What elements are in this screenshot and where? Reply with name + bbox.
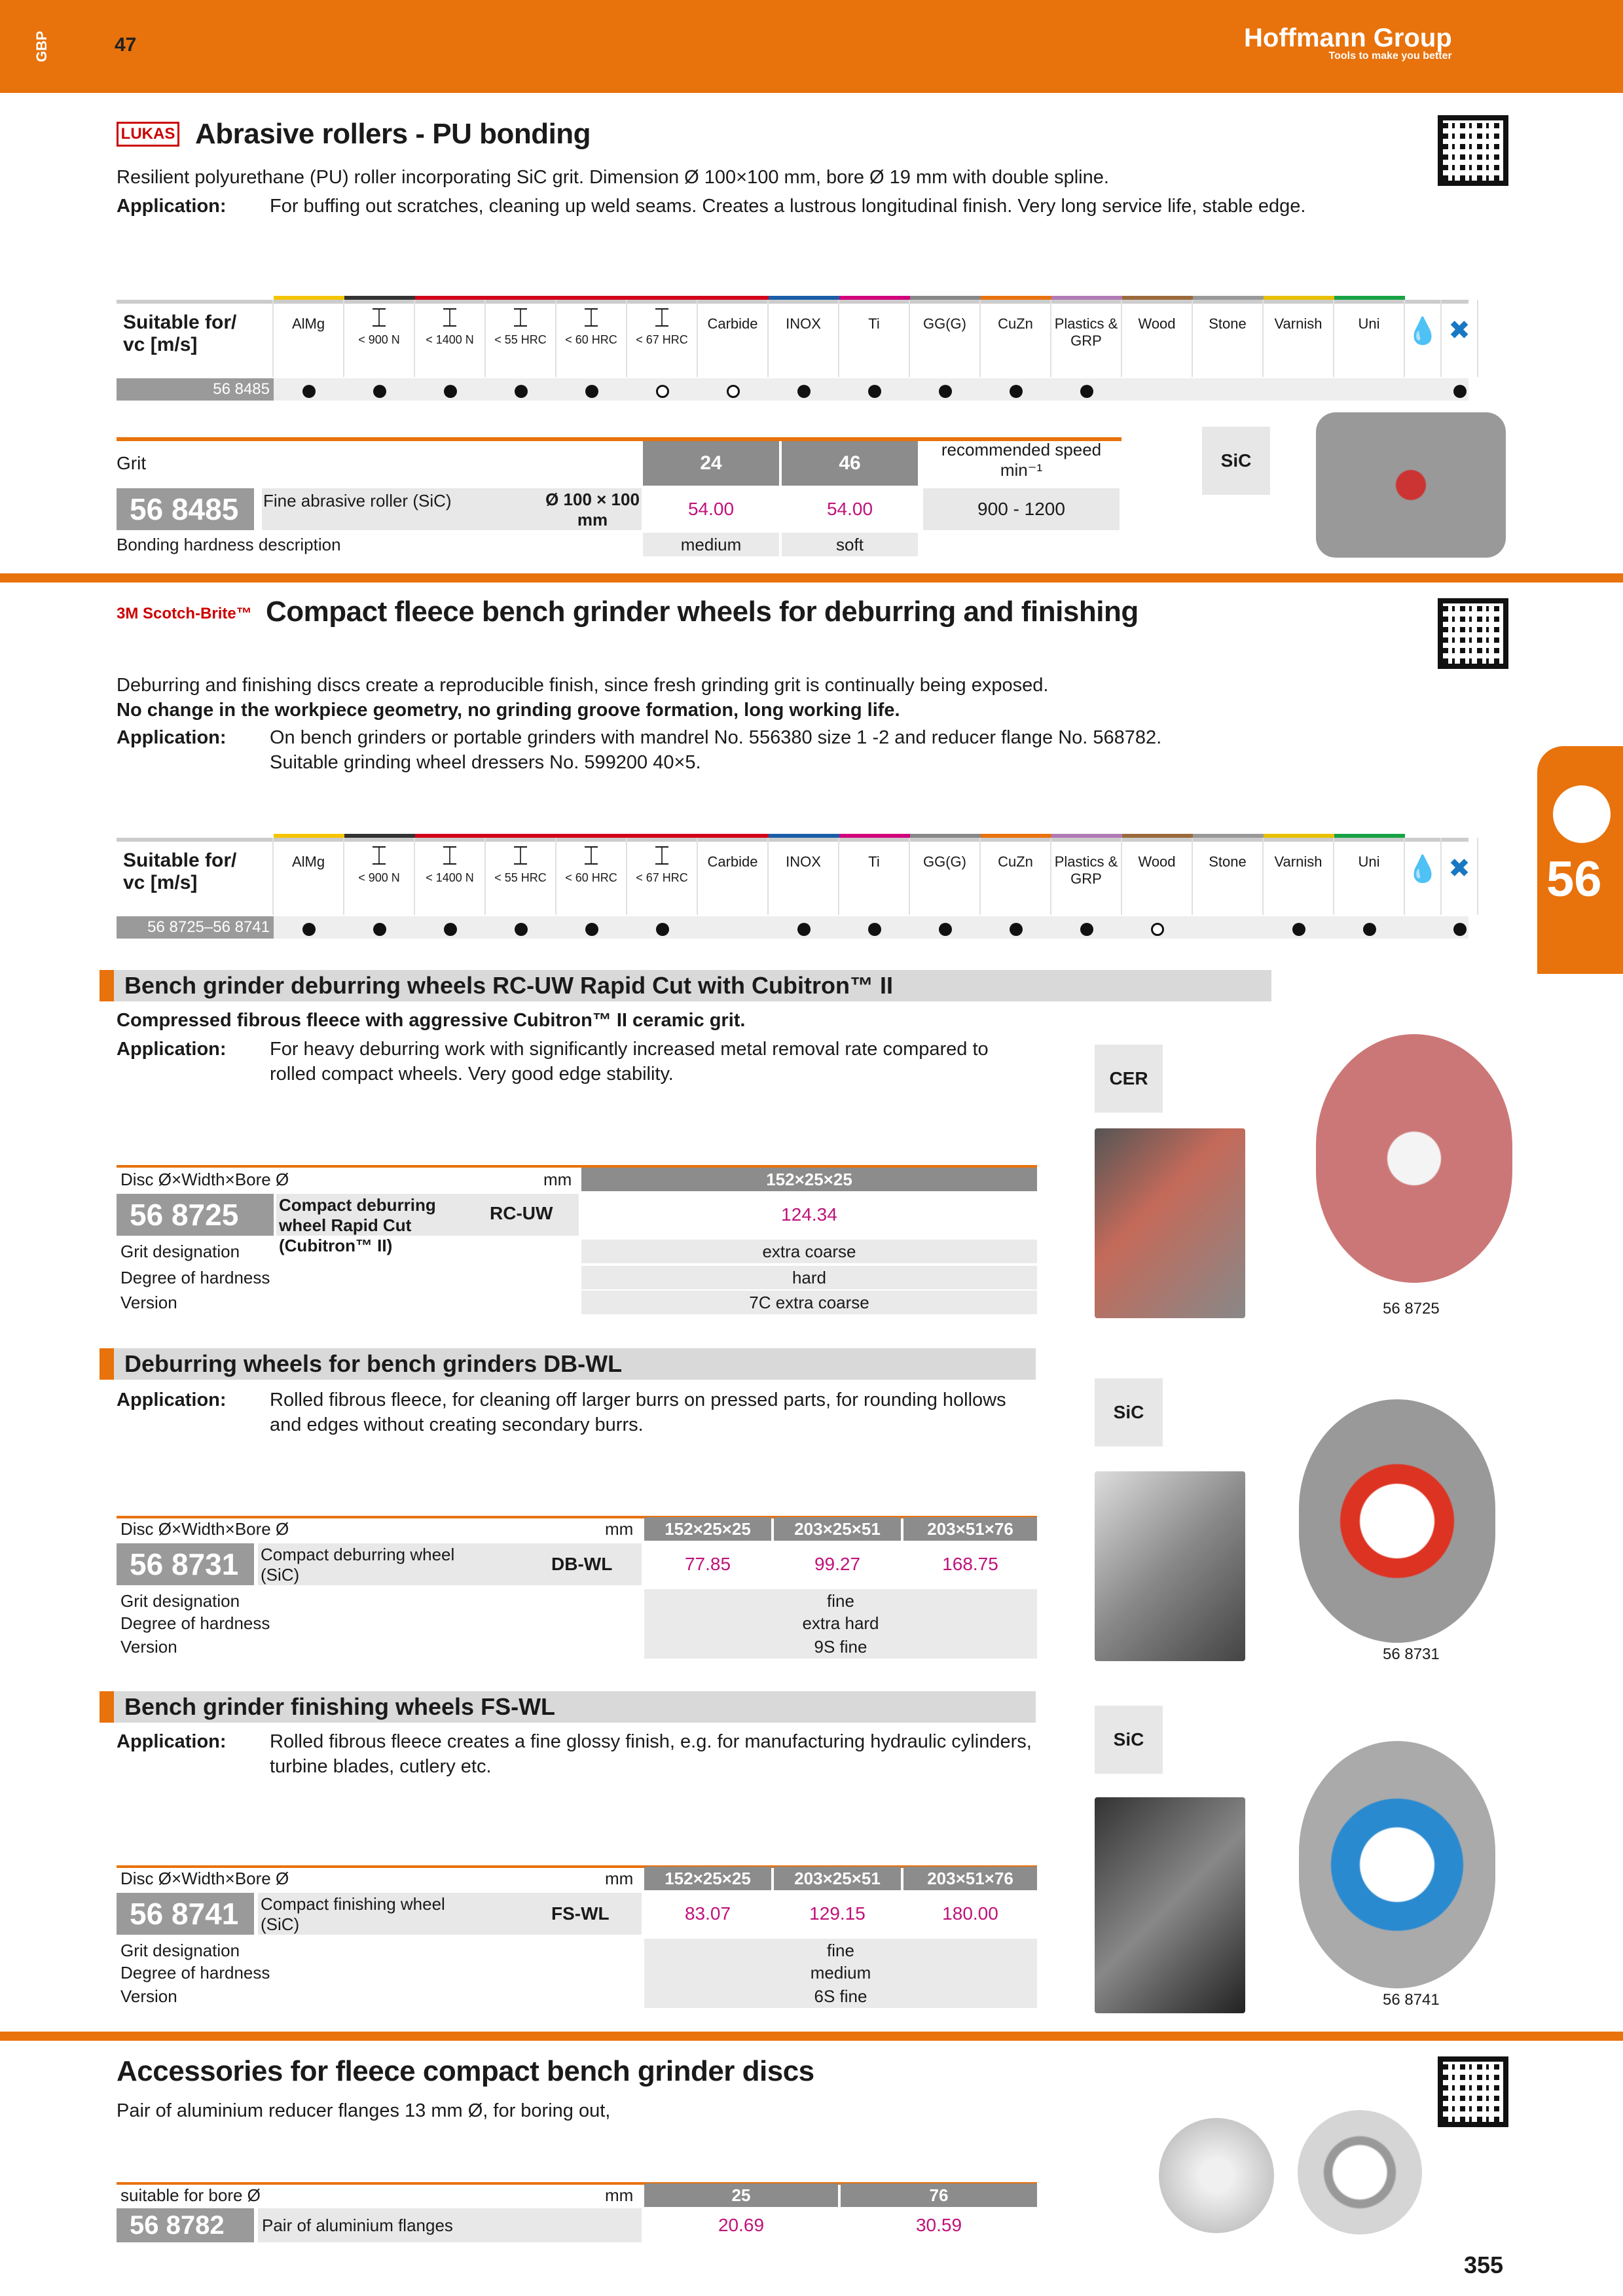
section-divider [0,573,1623,583]
dbwl-size-1: 203×25×51 [774,1517,901,1541]
grit-label: Grit [117,453,147,473]
fswl-r1l: Grit designation [120,1941,240,1960]
suit-dot [1010,385,1023,398]
fswl-wheel-image [1299,1741,1495,1988]
suit-dot [656,385,669,398]
rcuw-title: Bench grinder deburring wheels RC-UW Rapid Cut with Cubitron™ II [100,970,1271,1001]
page-number: 355 [1464,2251,1504,2278]
suit-color-bar [344,834,415,838]
fswl-size-0: 152×25×25 [644,1867,771,1890]
bond-46: soft [782,533,918,556]
page-top-number: 47 [115,34,137,56]
fswl-art: 56 8741 [117,1893,254,1935]
suit-dot [1010,923,1023,936]
dbwl-price-2: 168.75 [942,1554,998,1574]
suit-dot [444,385,457,398]
suit-code: 56 8485 [117,378,274,401]
suit-color-bar [344,296,415,300]
suit-col-5: ⌶ < 67 HRC [627,300,698,377]
brand-logo: Hoffmann Group Tools to make you better [1244,24,1452,62]
side-tag: GBP [33,31,50,62]
suit-dot [656,923,669,936]
suitability-table: Suitable for/ vc [m/s] 56 8485 AlMg ⌶ < 900 N ⌶ < 1400 N ⌶ < 55 HRC ⌶ < 60 HRC ⌶ < 67 HRC Carbide INOX Ti GG(G) CuZn Plastics & GRP Wood Stone Varnish Uni 💧 ✖ [117,300,1468,404]
dbwl-r3l: Version [120,1637,177,1657]
suit-col-1: ⌶ < 900 N [344,300,415,377]
suit-col-3: ⌶ < 55 HRC [486,300,556,377]
suit-col-1: ⌶ < 900 N [344,838,415,915]
article-name: Fine abrasive roller (SiC) [263,491,452,511]
article-number: 56 8485 [117,488,254,530]
suit-dot [302,385,316,398]
suit-col-10: CuZn [981,300,1051,377]
scotchbrite-logo: 3M Scotch-Brite™ [117,605,252,622]
suit-color-bar [1193,296,1264,300]
suit-color-bar [1334,296,1405,300]
dbwl-price-0: 77.85 [684,1554,731,1574]
suit-color-bar [839,834,910,838]
article-dim: Ø 100 × 100 mm [545,490,640,529]
suit-color-bar [486,834,556,838]
dbwl-type: DB-WL [551,1554,613,1574]
suit-dot [585,385,598,398]
grit-46: 46 [782,441,918,486]
suit-col-8: Ti [839,300,910,377]
suit-color-bar [1122,296,1193,300]
suit-col-15: Uni [1334,300,1405,377]
dry-icon: ✖ [1442,838,1478,915]
rcuw-size-0: 152×25×25 [581,1168,1037,1191]
flange-image-2 [1298,2110,1422,2234]
suit-col-2: ⌶ < 1400 N [415,838,486,915]
suit-dot [727,385,740,398]
suit-dot [515,385,528,398]
rcuw-r2l: Degree of hardness [120,1268,270,1287]
dbwl-photo [1095,1471,1245,1661]
chapter-number: 56 [1546,852,1602,907]
section-divider-2 [0,2032,1623,2041]
suit-col-7: INOX [769,838,839,915]
dbwl-name: Compact deburring wheel (SiC) [261,1545,455,1585]
suit-color-bar [1264,296,1334,300]
dbwl-caption: 56 8731 [1383,1645,1440,1663]
grinding-icon [1553,785,1611,843]
suit-dot [515,923,528,936]
dbwl-badge: SiC [1095,1378,1163,1446]
acc-art: 56 8782 [117,2208,254,2242]
suit-dot [797,923,811,936]
fswl-size-1: 203×25×51 [774,1867,901,1890]
dbwl-hdr: Disc Ø×Width×Bore Ø [120,1519,289,1539]
rcuw-r3: 7C extra coarse [581,1291,1037,1314]
fswl-badge: SiC [1095,1706,1163,1774]
wet-icon: 💧 [1405,838,1442,915]
fswl-r1: fine [644,1939,1037,1962]
dbwl-art: 56 8731 [117,1543,254,1585]
dbwl-r2: extra hard [644,1611,1037,1635]
suit-dot [1292,923,1305,936]
fswl-r2l: Degree of hardness [120,1963,270,1982]
suit-color-bar [769,834,839,838]
fswl-caption: 56 8741 [1383,1991,1440,2009]
fswl-title: Bench grinder finishing wheels FS-WL [100,1691,1036,1723]
suit-col-11: Plastics & GRP [1051,838,1122,915]
suit-color-bar [556,296,627,300]
suit-dot [1080,923,1093,936]
acc-mm: mm [605,2185,634,2205]
suit-col-4: ⌶ < 60 HRC [556,838,627,915]
fswl-app-label: Application: [117,1731,227,1752]
dbwl-r3: 9S fine [644,1635,1037,1659]
suit-dot [373,385,386,398]
fswl-app1: Rolled fibrous fleece creates a fine glossy finish, e.g. for manufacturing hydraulic cylinders, [270,1731,1032,1752]
suit-color-bar [698,296,769,300]
acc-price-1: 30.59 [915,2215,962,2235]
lukas-logo: LUKAS [117,122,179,147]
suit-color-bar [698,834,769,838]
scotch-app-label: Application: [117,727,227,748]
flange-image-1 [1159,2118,1274,2233]
qr-code [1438,115,1508,186]
suit-col-2: ⌶ < 1400 N [415,300,486,377]
dbwl-title: Deburring wheels for bench grinders DB-WL [100,1348,1036,1380]
fswl-size-2: 203×51×76 [903,1867,1037,1890]
rcuw-mm: mm [543,1170,572,1189]
suit-color-bar [274,296,344,300]
fswl-app2: turbine blades, cutlery etc. [270,1756,492,1777]
suit-col-13: Stone [1193,300,1264,377]
dbwl-app1: Rolled fibrous fleece, for cleaning off larger burrs on pressed parts, for rounding hollows [270,1390,1006,1410]
cer-badge: CER [1095,1045,1163,1113]
rcuw-price-0: 124.34 [781,1204,837,1225]
suit-color-bar [627,834,698,838]
suit-col-11: Plastics & GRP [1051,300,1122,377]
rcuw-name: Compact deburring wheel Rapid Cut (Cubitron™ II) [279,1195,436,1255]
suit-color-bar [1264,834,1334,838]
fswl-r3: 6S fine [644,1984,1037,2008]
suit-dot [939,385,952,398]
fswl-type: FS-WL [551,1903,610,1924]
fswl-photo [1095,1797,1245,2013]
rcuw-hdr: Disc Ø×Width×Bore Ø [120,1170,289,1189]
suit-color-bar [1051,296,1122,300]
fswl-price-1: 129.15 [809,1903,866,1924]
fswl-price-2: 180.00 [942,1903,998,1924]
wet-icon: 💧 [1405,300,1442,377]
fswl-r3l: Version [120,1986,177,2006]
speed-value: 900 - 1200 [923,488,1120,530]
dbwl-r1: fine [644,1589,1037,1613]
suit-color-bar [415,834,486,838]
fswl-price-0: 83.07 [684,1903,731,1924]
acc-title: Accessories for fleece compact bench grinder discs [117,2055,814,2087]
suit-dot [373,923,386,936]
acc-desc: Pair of aluminium reducer flanges 13 mm Ø, for boring out, [117,2100,611,2121]
dbwl-app2: and edges without creating secondary burrs. [270,1414,644,1435]
suit-color-bar [981,296,1051,300]
suit-dot [939,923,952,936]
scotch-app1: On bench grinders or portable grinders with mandrel No. 556380 size 1 -2 and reducer flange No. 568782. [270,727,1162,748]
qr-code-3 [1438,2056,1508,2127]
rcuw-r1l: Grit designation [120,1242,240,1261]
scotch-title: Compact fleece bench grinder wheels for deburring and finishing [266,596,1139,628]
sic-badge: SiC [1202,427,1270,495]
suit-color-bar [486,296,556,300]
suit-dot [1151,923,1164,936]
suit-color-bar [981,834,1051,838]
speed-label: recommended speed min⁻¹ [941,440,1102,480]
acc-size-1: 76 [841,2183,1037,2207]
suit-dot [444,923,457,936]
rcuw-r3l: Version [120,1293,177,1312]
suit-col-6: Carbide [698,300,769,377]
fswl-r2: medium [644,1961,1037,1984]
dbwl-r2l: Degree of hardness [120,1613,270,1633]
suit-col-14: Varnish [1264,300,1334,377]
roller-image [1316,412,1506,558]
suit-col-0: AlMg [274,300,344,377]
scotch-line1: Deburring and finishing discs create a reproducible finish, since fresh grinding grit is continually being exposed. [117,675,1049,696]
fswl-name: Compact finishing wheel (SiC) [261,1894,445,1934]
rcuw-app2: rolled compact wheels. Very good edge stability. [270,1064,674,1085]
suit-code-2: 56 8725–56 8741 [117,916,274,939]
qr-code-2 [1438,598,1508,669]
dbwl-mm: mm [605,1519,634,1539]
price-46: 54.00 [826,499,873,519]
description: Resilient polyurethane (PU) roller incorporating SiC grit. Dimension Ø 100×100 mm, bore Ø 19 mm with double spline. [117,167,1109,188]
suit-col-9: GG(G) [910,300,981,377]
suit-col-12: Wood [1122,300,1193,377]
suit-color-bar [910,834,981,838]
suit-color-bar [1193,834,1264,838]
acc-hdr: suitable for bore Ø [120,2185,261,2205]
suit-color-bar [1122,834,1193,838]
rcuw-photo [1095,1128,1245,1318]
suit-color-bar [556,834,627,838]
suit-col-4: ⌶ < 60 HRC [556,300,627,377]
dry-icon: ✖ [1442,300,1478,377]
rcuw-caption: 56 8725 [1383,1300,1440,1318]
suit-col-6: Carbide [698,838,769,915]
suit-dot [302,923,316,936]
rcuw-art: 56 8725 [117,1194,274,1236]
application-label: Application: [117,196,227,217]
rcuw-wheel-image [1316,1034,1512,1283]
suit-dot [1453,923,1467,936]
fswl-mm: mm [605,1869,634,1888]
dbwl-app-label: Application: [117,1390,227,1410]
suit-dot [1363,923,1376,936]
suit-col-15: Uni [1334,838,1405,915]
scotch-line2: No change in the workpiece geometry, no grinding groove formation, long working life. [117,700,900,721]
suit-col-14: Varnish [1264,838,1334,915]
suit-dot [1453,385,1467,398]
suit-color-bar [415,296,486,300]
dbwl-r1l: Grit designation [120,1591,240,1611]
acc-price-0: 20.69 [718,2215,765,2235]
suit-dot [585,923,598,936]
suit-col-0: AlMg [274,838,344,915]
bond-24: medium [643,533,779,556]
grit-24: 24 [643,441,779,486]
suit-col-13: Stone [1193,838,1264,915]
suit-dot [868,385,881,398]
suit-color-bar [839,296,910,300]
suit-col-5: ⌶ < 67 HRC [627,838,698,915]
suit-color-bar [627,296,698,300]
dbwl-price-1: 99.27 [814,1554,861,1574]
section-title: Abrasive rollers - PU bonding [195,118,591,150]
suit-dot [1080,385,1093,398]
suit-dot [797,385,811,398]
fswl-hdr: Disc Ø×Width×Bore Ø [120,1869,289,1888]
suit-color-bar [1334,834,1405,838]
dbwl-size-2: 203×51×76 [903,1517,1037,1541]
bond-label: Bonding hardness description [117,535,341,554]
rcuw-app1: For heavy deburring work with significantly increased metal removal rate compared to [270,1039,989,1060]
suit-col-7: INOX [769,300,839,377]
suit-color-bar [769,296,839,300]
rcuw-app-label: Application: [117,1039,227,1060]
suit-color-bar [274,834,344,838]
rcuw-r1: extra coarse [581,1240,1037,1263]
suitability-table-2: Suitable for/ vc [m/s] 56 8725–56 8741 AlMg ⌶ < 900 N ⌶ < 1400 N ⌶ < 55 HRC ⌶ < 60 HRC ⌶ < 67 HRC Carbide INOX Ti GG(G) CuZn Plastics & GRP Wood Stone Varnish Uni 💧 ✖ [117,838,1468,942]
dbwl-wheel-image [1299,1399,1495,1643]
acc-size-0: 25 [644,2183,838,2207]
rcuw-r2: hard [581,1266,1037,1289]
acc-name: Pair of aluminium flanges [258,2208,642,2242]
rcuw-line1: Compressed fibrous fleece with aggressive Cubitron™ II ceramic grit. [117,1010,746,1031]
suit-col-10: CuZn [981,838,1051,915]
suit-color-bar [910,296,981,300]
suit-col-12: Wood [1122,838,1193,915]
scotch-app2: Suitable grinding wheel dressers No. 599200 40×5. [270,752,701,773]
suit-color-bar [1051,834,1122,838]
suit-col-3: ⌶ < 55 HRC [486,838,556,915]
price-24: 54.00 [687,499,735,519]
suit-dot [868,923,881,936]
rcuw-type: RC-UW [490,1203,553,1223]
suit-col-9: GG(G) [910,838,981,915]
suit-col-8: Ti [839,838,910,915]
application-text: For buffing out scratches, cleaning up weld seams. Creates a lustrous longitudinal finish. Very long service life, stable edge. [270,196,1306,217]
dbwl-size-0: 152×25×25 [644,1517,771,1541]
